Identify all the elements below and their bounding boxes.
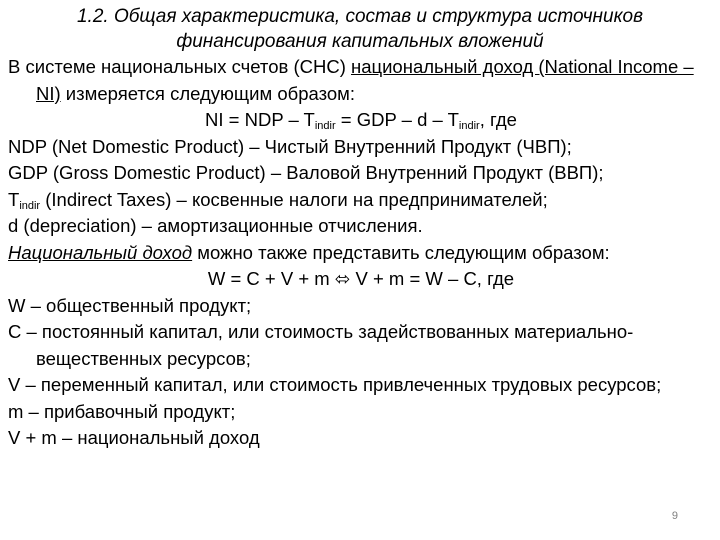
definition-gdp: GDP (Gross Domestic Product) – Валовой Внутренний Продукт (ВВП); [8,162,604,183]
tindir-text: (Indirect Taxes) – косвенные налоги на предпринимателей; [40,188,548,210]
national-income-term-italic: Национальный доход [8,241,193,263]
national-income-term: национальный доход (National Income – NI) [36,56,694,104]
second-paragraph-text: можно также представить следующим образом: [192,241,610,263]
intro-text: В системе национальных счетов (СНС) [8,56,351,77]
definition-tindir [8,187,714,214]
slide-title-line1: 1.2. Общая характеристика, состав и структура источников [76,6,644,27]
slide-title [0,4,720,54]
definition-v: V – переменный капитал, или стоимость привлеченных трудовых ресурсов; [8,374,662,395]
intro-paragraph [8,54,714,107]
definition-c: C – постоянный капитал, или стоимость задействованных материально-вещественных ресурсов; [8,321,634,369]
formula-w: W = C + V + m ⬄ V + m = W – C, где [207,268,515,289]
formula-ni-sub2: indir [458,120,480,132]
formula-ni [8,107,714,134]
slide-body [8,54,714,452]
formula-ni-part3: , где [479,109,517,130]
formula-ni-sub1: indir [314,120,336,132]
definition-ndp: NDP (Net Domestic Product) – Чистый Внутренний Продукт (ЧВП); [8,135,572,157]
page-number: 9 [671,510,678,522]
tindir-symbol: T [8,188,20,210]
definition-d: d (depreciation) – амортизационные отчисления. [8,215,423,236]
intro-text-end: измеряется следующим образом: [60,82,356,104]
definition-m: m – прибавочный продукт; [8,400,236,422]
slide-title-line2: финансирования капитальных вложений [176,31,544,52]
formula-ni-part2: = GDP – d – T [335,109,459,130]
formula-ni-part1: NI = NDP – T [205,109,315,130]
second-paragraph [8,240,714,267]
tindir-sub: indir [19,199,41,212]
definition-v-plus-m: V + m – национальный доход [8,427,260,448]
definition-w: W – общественный продукт; [8,294,252,316]
